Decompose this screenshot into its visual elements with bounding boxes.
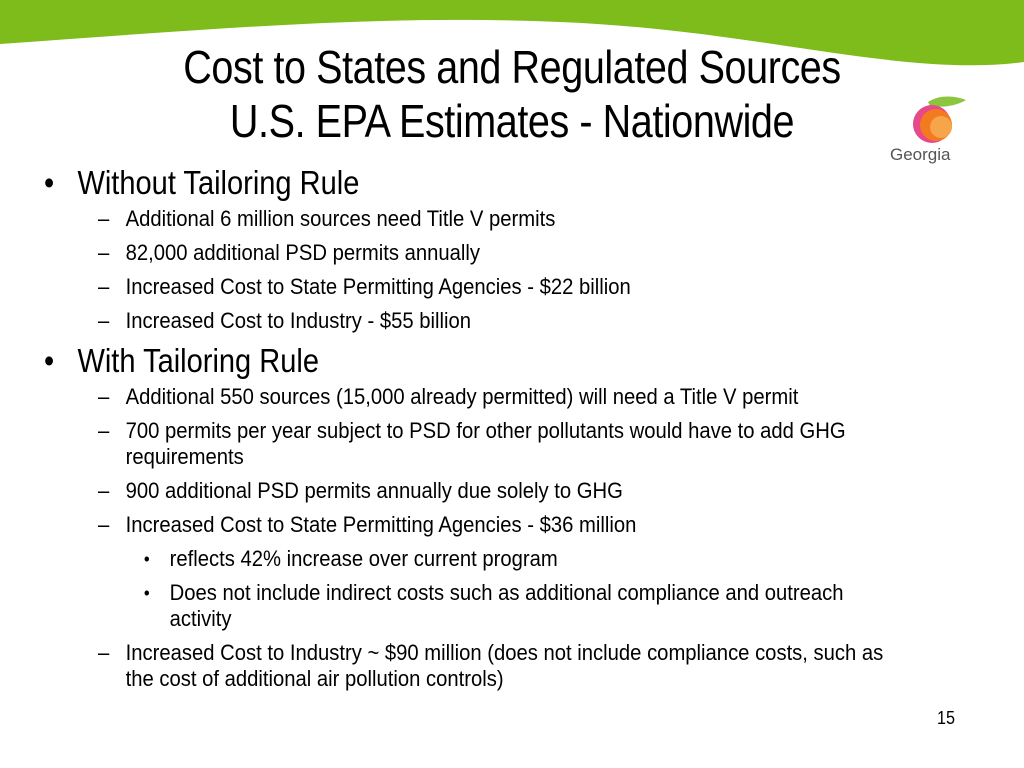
bullet-dot-icon: • bbox=[143, 583, 150, 603]
list-item bbox=[98, 274, 898, 300]
bullet-dot-icon: • bbox=[44, 164, 55, 201]
dash-icon: – bbox=[98, 206, 110, 231]
dash-icon: – bbox=[98, 640, 110, 665]
list-item bbox=[98, 640, 898, 692]
peach-icon bbox=[888, 94, 976, 168]
page-number: 15 bbox=[937, 708, 956, 728]
list-item bbox=[98, 418, 898, 470]
list-item bbox=[98, 206, 898, 232]
dash-icon: – bbox=[98, 240, 110, 265]
list-item-text: 900 additional PSD permits annually due solely to GHG bbox=[125, 478, 623, 503]
dash-icon: – bbox=[98, 308, 110, 333]
sub-list-item-text: Does not include indirect costs such as additional compliance and outreach activity bbox=[169, 580, 844, 631]
list-item-text: Additional 6 million sources need Title V permits bbox=[125, 206, 556, 231]
list-item-text: Increased Cost to Industry ~ $90 million (does not include compliance costs, such as the cost of additional air pollution controls) bbox=[125, 640, 884, 691]
list-item bbox=[98, 308, 898, 334]
list-item bbox=[98, 512, 898, 538]
list-item-text: Increased Cost to Industry - $55 billion bbox=[125, 308, 471, 333]
list-item-text: 700 permits per year subject to PSD for other pollutants would have to add GHG requirements bbox=[125, 418, 846, 469]
dash-icon: – bbox=[98, 478, 110, 503]
list-item-text: Increased Cost to State Permitting Agencies - $22 billion bbox=[125, 274, 631, 299]
list-item-text: 82,000 additional PSD permits annually bbox=[125, 240, 481, 265]
section-heading: Without Tailoring Rule bbox=[77, 164, 360, 201]
bullet-dot-icon: • bbox=[44, 342, 55, 379]
title-line-1: Cost to States and Regulated Sources bbox=[183, 41, 841, 93]
list-item bbox=[98, 240, 898, 266]
dash-icon: – bbox=[98, 274, 110, 299]
georgia-peach-logo bbox=[888, 94, 976, 168]
list-item bbox=[98, 478, 898, 504]
bullet-section bbox=[44, 342, 871, 380]
bullet-dot-icon: • bbox=[143, 549, 150, 569]
sub-list-item-text: reflects 42% increase over current program bbox=[169, 546, 558, 571]
dash-icon: – bbox=[98, 512, 110, 537]
dash-icon: – bbox=[98, 384, 110, 409]
list-item-text: Increased Cost to State Permitting Agencies - $36 million bbox=[125, 512, 637, 537]
list-item bbox=[98, 384, 898, 410]
bullet-section bbox=[44, 164, 871, 202]
logo-wordmark: Georgia bbox=[890, 145, 951, 164]
sub-list-item bbox=[142, 546, 906, 572]
title-line-2: U.S. EPA Estimates - Nationwide bbox=[229, 95, 795, 147]
slide-title bbox=[123, 40, 900, 148]
list-item-text: Additional 550 sources (15,000 already permitted) will need a Title V permit bbox=[125, 384, 799, 409]
sub-list-item bbox=[142, 580, 906, 632]
dash-icon: – bbox=[98, 418, 110, 443]
slide-body bbox=[44, 164, 984, 700]
section-heading: With Tailoring Rule bbox=[77, 342, 320, 379]
